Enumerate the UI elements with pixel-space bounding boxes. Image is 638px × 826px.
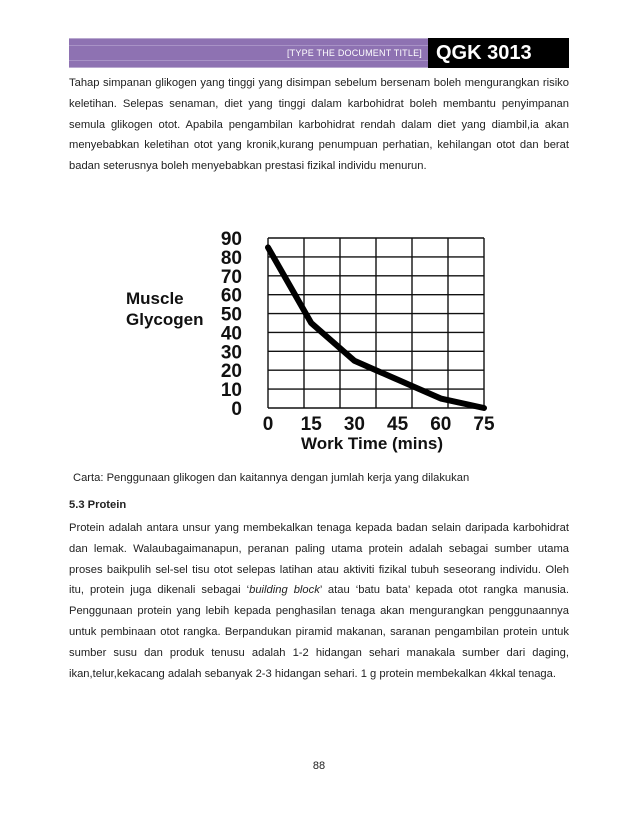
y-tick-labels xyxy=(221,229,242,420)
protein-text-part2: ’ atau ‘batu bata’ kepada otot rangka manusia. Penggunaan protein yang lebih kepada penghasilan tenaga akan mengurangkan penggunaannya untuk pembinaan otot rangka. Berpandukan piramid makanan, saranan pengambilan protein untuk sumber susu dan produk tenusu adalah 1-2 hidangan sehari manakala sumber dari daging, ikan,telur,kekacang adalah sebanyak 2-3 hidangan sehari. 1 g protein membekalkan 4kkal tenaga. xyxy=(69,584,570,680)
chart-caption: Carta: Penggunaan glikogen dan kaitannya dengan jumlah kerja yang dilakukan xyxy=(73,472,470,484)
header-bar xyxy=(69,38,428,68)
y-tick-label: 40 xyxy=(220,323,242,345)
y-tick-label: 70 xyxy=(220,266,242,288)
protein-text-part1: Protein adalah antara unsur yang membekalkan tenaga kepada badan selain daripada karbohidrat dan lemak. Walaubagaimanapun, peranan paling utama protein adalah sebagai sumber utama proses baikpulih sel-sel tisu otot selepas latihan atau aktiviti fizikal tubuh seseorang individu. Oleh itu, protein juga dikenali sebagai ‘ xyxy=(69,522,569,597)
y-axis-label xyxy=(126,289,203,329)
course-code: QGK 3013 xyxy=(436,41,532,64)
x-tick-label: 45 xyxy=(387,414,409,435)
y-axis-label-line: Muscle xyxy=(126,289,184,308)
x-tick-labels xyxy=(263,414,495,435)
course-code-box xyxy=(428,38,569,68)
x-tick-label: 75 xyxy=(473,414,495,435)
document-title: [TYPE THE DOCUMENT TITLE] xyxy=(286,48,422,58)
x-axis-label: Work Time (mins) xyxy=(300,434,444,453)
x-tick-label: 15 xyxy=(300,414,322,435)
y-tick-label: 60 xyxy=(220,285,242,307)
chart-grid xyxy=(268,238,484,408)
y-tick-label: 30 xyxy=(220,342,242,364)
y-tick-label: 0 xyxy=(231,399,242,420)
y-axis-label-line: Glycogen xyxy=(126,310,204,329)
y-tick-label: 50 xyxy=(220,304,242,326)
section-title: 5.3 Protein xyxy=(69,499,127,511)
x-tick-label: 60 xyxy=(430,414,452,435)
paragraph-protein xyxy=(69,518,569,684)
protein-italic-term: building block xyxy=(249,584,320,597)
y-tick-label: 90 xyxy=(220,229,242,250)
glycogen-chart xyxy=(120,228,520,458)
paragraph-glycogen: Tahap simpanan glikogen yang tinggi yang disimpan sebelum bersenam boleh mengurangkan risiko keletihan. Selepas senaman, diet yang tinggi dalam karbohidrat boleh membantu penyimpanan semula glikogen otot. Apabila pengambilan karbohidrat rendah dalam diet yang diambil,ia akan menyebabkan keletihan otot yang kronik,kurang penumpuan perhatian, kehilangan otot dan berat badan seterusnya boleh menyebabkan prestasi fizikal individu menurun. xyxy=(69,77,569,173)
x-tick-label: 0 xyxy=(262,414,274,435)
page-header xyxy=(69,38,569,68)
x-tick-label: 30 xyxy=(343,414,365,435)
y-tick-label: 20 xyxy=(220,361,242,383)
page-number: 88 xyxy=(312,760,326,772)
y-tick-label: 80 xyxy=(220,247,242,269)
y-tick-label: 10 xyxy=(220,380,242,402)
